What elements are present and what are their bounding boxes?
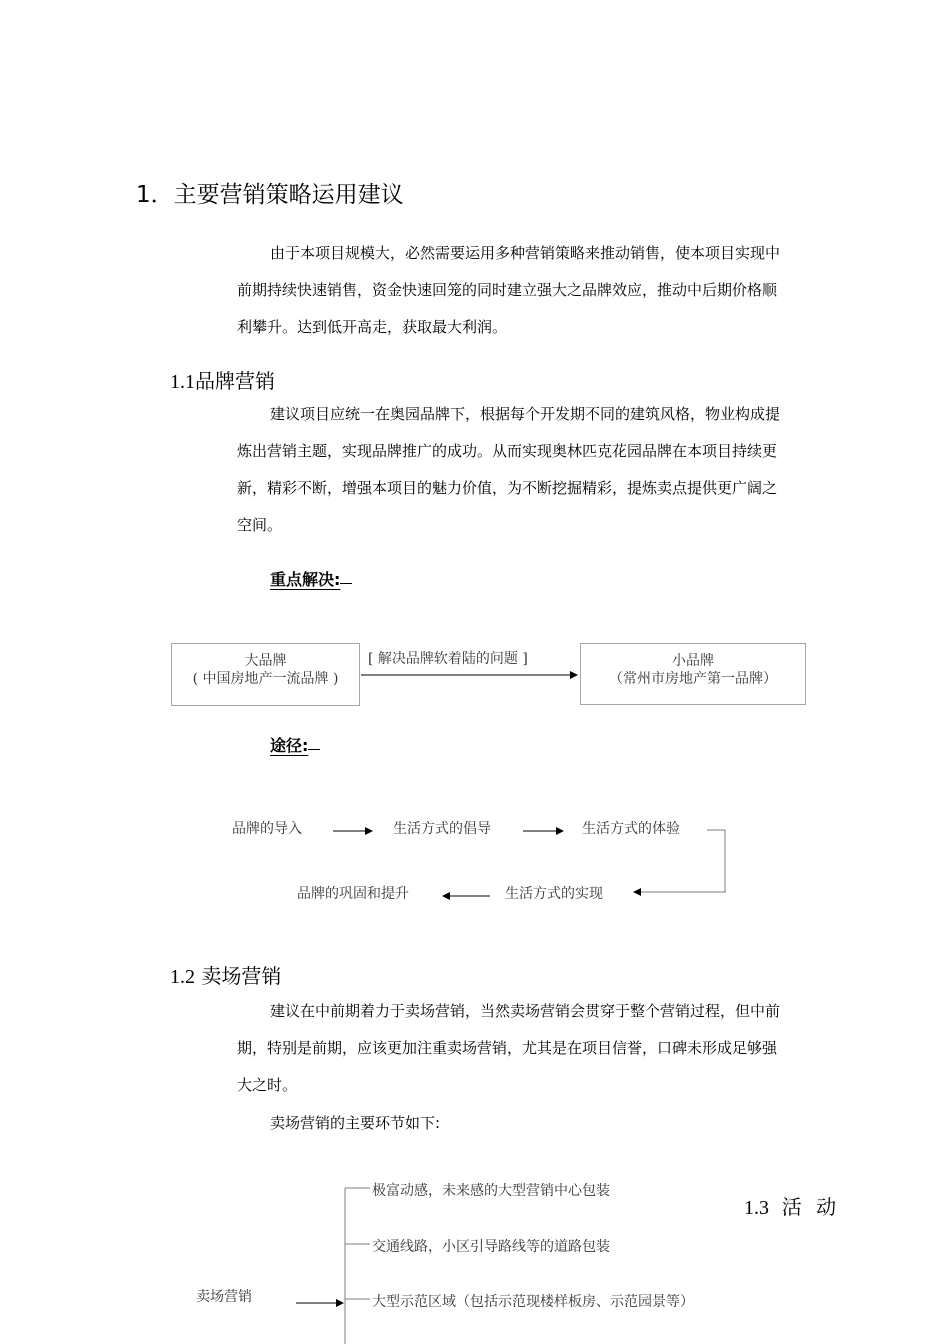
subsection-title: 卖场营销 <box>201 964 282 988</box>
key-issue-label: 重点解决: <box>270 567 352 590</box>
subsection-number: 1.1 <box>170 371 195 393</box>
flow-step-5: 品牌的巩固和提升 <box>297 886 409 902</box>
flow-step-3: 生活方式的体验 <box>582 821 680 837</box>
sales-intro: 卖场营销的主要环节如下: <box>270 1114 441 1132</box>
flow-step-4: 生活方式的实现 <box>505 886 603 902</box>
section-heading: 1．主要营销策略运用建议 <box>136 182 404 208</box>
subsection-number: 1.2 <box>170 966 195 988</box>
brand-line: 空间。 <box>237 516 283 534</box>
intro-line: 前期持续快速销售，资金快速回笼的同时建立强大之品牌效应，推动中后期价格顺 <box>237 281 778 299</box>
small-brand-title: 小品牌 <box>672 653 714 669</box>
tree-item: 极富动感，未来感的大型营销中心包装 <box>372 1183 610 1199</box>
subsection-number: 1.3 <box>744 1197 769 1219</box>
arrow-label: [ 解决品牌软着陆的问题 ] <box>368 651 528 667</box>
brand-line: 炼出营销主题，实现品牌推广的成功。从而实现奥林匹克花园品牌在本项目持续更 <box>237 442 778 460</box>
subsection-title: 品牌营销 <box>195 369 275 393</box>
big-brand-subtitle: ( 中国房地产一流品牌 ) <box>192 671 339 687</box>
flow-step-2: 生活方式的倡导 <box>393 821 491 837</box>
subsection-title: 活 动 <box>781 1195 841 1219</box>
sales-line: 建议在中前期着力于卖场营销，当然卖场营销会贯穿于整个营销过程，但中前 <box>270 1002 781 1020</box>
tree-root: 卖场营销 <box>196 1289 252 1305</box>
tree-item: 交通线路，小区引导路线等的道路包装 <box>372 1239 610 1255</box>
sales-line: 期，特别是前期，应该更加注重卖场营销，尤其是在项目信誉，口碑未形成足够强 <box>237 1039 778 1057</box>
path-label: 途径: <box>270 733 320 756</box>
small-brand-subtitle: （常州市房地产第一品牌） <box>609 671 777 687</box>
tree-item: 大型示范区域（包括示范现楼样板房、示范园景等） <box>372 1294 694 1310</box>
brand-line: 新，精彩不断，增强本项目的魅力价值，为不断挖掘精彩，提炼卖点提供更广阔之 <box>237 479 778 497</box>
brand-line: 建议项目应统一在奥园品牌下，根据每个开发期不同的建筑风格，物业构成提 <box>270 405 781 423</box>
intro-line: 利攀升。达到低开高走，获取最大利润。 <box>237 318 508 336</box>
sales-line: 大之时。 <box>237 1076 298 1094</box>
intro-line: 由于本项目规模大，必然需要运用多种营销策略来推动销售，使本项目实现中 <box>270 244 781 262</box>
flow-connector <box>707 830 726 892</box>
flow-step-1: 品牌的导入 <box>232 821 302 837</box>
big-brand-title: 大品牌 <box>244 653 287 669</box>
